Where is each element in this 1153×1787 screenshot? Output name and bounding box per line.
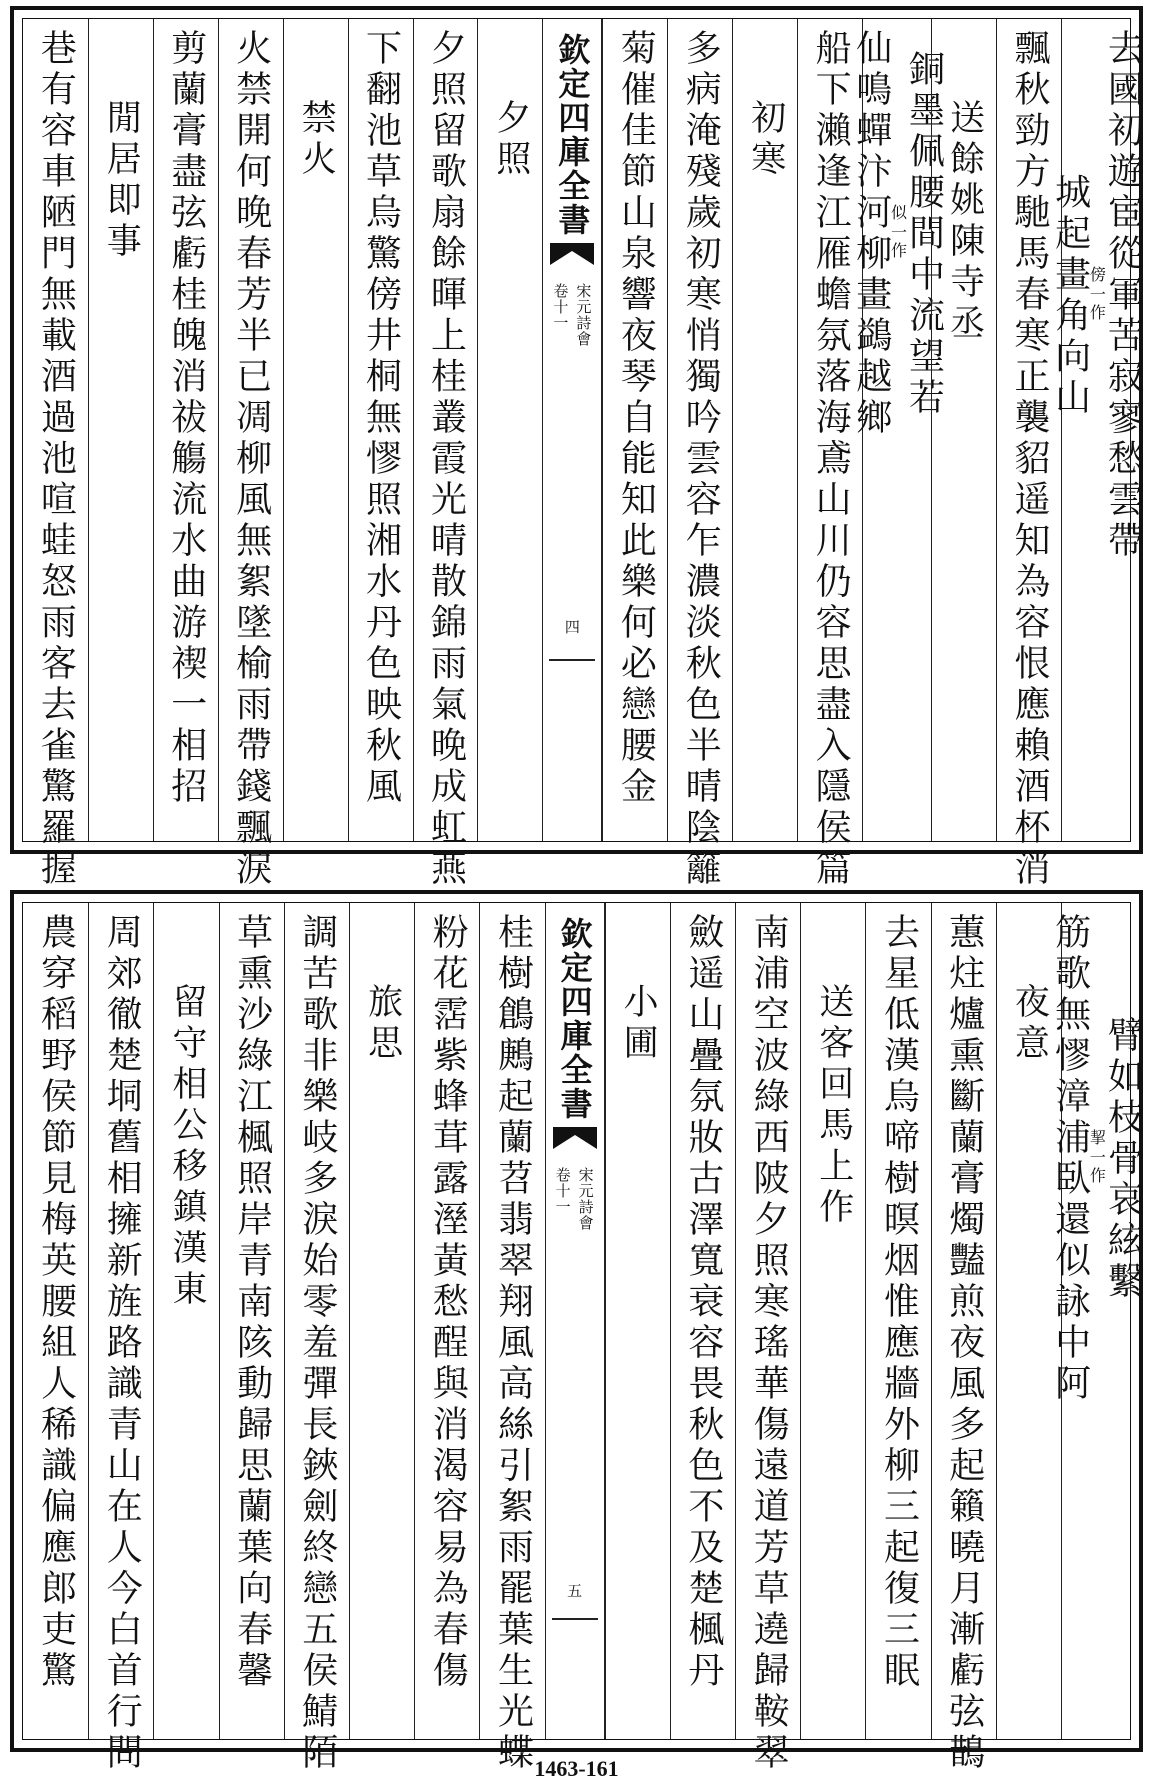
poem-title: 閒居即事 [101,99,142,263]
verse-line: 船下瀨逢江雁蟾氛落海鳶山川仍容思盡入隱侯篇 [810,29,852,890]
poem-title: 夜意 [1009,983,1050,1065]
text-column [218,19,283,890]
variant-note: 挈 [1087,1129,1107,1147]
book-title: 欽定四庫全書 [553,33,592,237]
verse-line: 下翻池草烏驚傍井桐無憀照湘水丹色映秋風 [360,29,402,808]
text-column [414,903,479,1739]
text-column [1049,19,1144,841]
verse-line: 蕙炷爐熏斷蘭膏燭豔煎夜風多起籟曉月漸虧弦鵲 [943,913,985,1774]
verse-line: 仙鳴蟬汴河柳畫鷁越鄉 [850,29,892,439]
title-column [349,903,414,1739]
text-column [865,903,930,1739]
page-top [10,6,1144,890]
text-column [479,903,544,1774]
poem-title: 初寒 [745,99,786,181]
verse-line: 南浦空波綠西陂夕照寒瑤華傷遠道芳草遶歸鞍翠 [748,913,790,1774]
verse-line: 剪蘭膏盡弦虧桂魄消祓觴流水曲游禊一相招 [165,29,207,808]
verse-line: 火禁開何晚春芳半已凋柳風無絮墜榆雨帶錢飄淚 [230,29,272,890]
volume-label: 卷十一 [551,283,570,331]
text-column [670,903,735,1739]
text-column [667,19,732,890]
poem-title: 旅思 [362,983,403,1065]
page-footer-label: 1463-161 [534,1756,619,1781]
variant-note: 一作 [888,224,908,260]
text-column [850,19,945,841]
divider-line [549,659,595,661]
poem-title: 小圃 [618,983,659,1065]
verse-line: 粉花霑紫蜂茸露溼黃愁酲與消渴容易為春傷 [427,913,469,1692]
verse-line: 巷有容車陋門無載酒過池喧蛙怒雨客去雀驚羅握 [35,29,77,890]
title-column [800,903,865,1739]
text-column [284,903,349,1774]
text-column [735,903,800,1774]
page-top-frame [22,18,1144,890]
page-number: 四 [562,619,581,634]
fishtail-mark-icon [553,1127,597,1149]
divider-line [552,1618,598,1620]
verse-line: 銅墨佩腰間中流望若 [903,49,945,419]
variant-note: 一作 [1087,1149,1107,1185]
title-column [931,19,996,841]
text-column [1049,903,1144,1739]
poem-title: 送餘姚陳寺丞 [944,99,985,345]
verse-line: 農穿稻野侯節見梅英腰組人稀識偏應郎吏驚 [35,913,77,1692]
text-column [219,903,284,1739]
verse-line: 臂如枝骨哀絃繫 [1102,1015,1144,1303]
variant-note: 似 [888,204,908,222]
verse-line: 斂遥山疊氛妝古澤寬衰容畏秋色不及楚楓丹 [682,913,724,1692]
text-column [348,19,413,841]
verse-line: 城起畫角向山 [1049,172,1091,419]
verse-line: 多病淹殘歲初寒悄獨吟雲容乍濃淡秋色半晴陰籬 [680,29,722,890]
title-column [732,19,797,841]
verse-line: 飄秋勁方馳馬春寒正襲貂遥知為容恨應賴酒杯消 [1009,29,1051,890]
collection-title: 宋元詩會 [574,283,593,347]
poem-title: 夕照 [490,99,531,181]
title-column [153,903,218,1739]
poem-title: 留守相公移鎮漢東 [166,983,207,1311]
text-column [23,903,88,1739]
text-column [153,19,218,841]
title-column [477,19,542,841]
fishtail-mark-icon [550,243,594,265]
text-column [23,19,88,890]
verse-line: 去國初遊宦從軍苦寂寥愁雲帶 [1102,29,1144,562]
page-number: 五 [565,1583,584,1598]
center-fold-column [542,19,602,841]
verse-line: 菊催佳節山泉響夜琴自能知此樂何必戀腰金 [615,29,657,808]
verse-line: 去星低漢烏啼樹暝烟惟應牆外柳三起復三眠 [878,913,920,1692]
text-column [88,903,153,1774]
verse-line: 夕照留歌扇餘暉上桂叢霞光晴散錦雨氣晚成虹燕 [425,29,467,890]
verse-line: 草熏沙綠江楓照岸青南陔動歸思蘭葉向春馨 [231,913,273,1692]
poem-title: 禁火 [296,99,337,181]
verse-line: 桂樹鶬鶊起蘭苕翡翠翔風高絲引絮雨罷葉生光蝶 [492,913,534,1774]
text-column [413,19,478,890]
poem-title: 送客回馬上作 [813,983,854,1229]
verse-line: 周郊徹楚垌舊相擁新旌路識青山在人今白首行問 [101,913,143,1774]
verse-line: 筋歌無憀漳浦臥還似詠中阿 [1049,913,1091,1405]
text-column [931,903,996,1774]
title-column [283,19,348,841]
book-title: 欽定四庫全書 [555,917,594,1121]
variant-note: 一作 [1087,285,1107,322]
variant-note: 傍 [1087,265,1107,284]
verse-line: 調苦歌非樂岐多淚始零羞彈長鋏劍終戀五侯鯖陌 [296,913,338,1774]
title-column [605,903,670,1739]
text-column [602,19,667,841]
volume-label: 卷十一 [553,1167,572,1215]
center-fold-column [545,903,605,1739]
collection-title: 宋元詩會 [576,1167,595,1231]
title-column [88,19,153,841]
